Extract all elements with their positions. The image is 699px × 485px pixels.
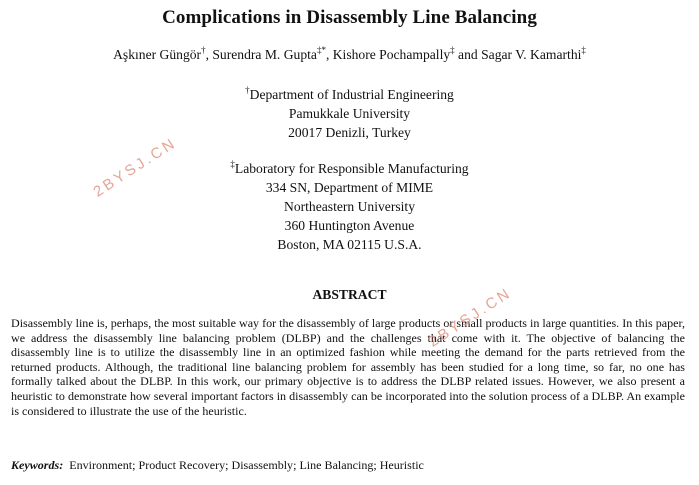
affiliation-line: 360 Huntington Avenue	[284, 218, 415, 233]
affiliation-industrial-engineering	[0, 85, 699, 142]
affiliation-mark: ‡	[230, 159, 235, 169]
affiliation-line: 20017 Denizli, Turkey	[288, 125, 411, 140]
affiliation-line	[0, 159, 699, 178]
keywords-colon: :	[59, 458, 64, 472]
affiliation-line: 334 SN, Department of MIME	[265, 180, 434, 195]
keywords-list: Environment; Product Recovery; Disassembly; Line Balancing; Heuristic	[69, 458, 424, 472]
author-mark: ‡	[581, 45, 586, 55]
author-mark: ‡	[450, 45, 455, 55]
author-list	[0, 47, 699, 63]
affiliation-line	[0, 85, 699, 104]
keywords-label: Keywords	[11, 458, 60, 472]
abstract-heading: ABSTRACT	[312, 287, 387, 302]
author-separator: ,	[205, 47, 213, 62]
paper-title: Complications in Disassembly Line Balancing	[162, 7, 537, 28]
affiliation-line: Pamukkale University	[288, 106, 411, 121]
affiliation-responsible-manufacturing	[0, 159, 699, 254]
keywords-line	[11, 458, 685, 473]
affiliation-line: Northeastern University	[284, 199, 415, 214]
watermark: 2BYSJ.CN	[90, 134, 180, 201]
author-mark: †	[201, 45, 206, 55]
author-separator: and	[454, 47, 482, 62]
author-separator: ,	[325, 47, 333, 62]
affiliation-mark: †	[245, 85, 250, 95]
abstract-body: Disassembly line is, perhaps, the most suitable way for the disassembly of large products or small products in large quantities. In this paper, we address the disassembly line balancing problem (DLBP) and the challenges that come with it. The objective of balancing the disassembly line is to utilize the disassembly line in an optimized fashion while meeting the demand for the parts retrieved from the returned products. Although, the traditional line balancing problem for assembly has been studied for a long time, so far, no one has formally talked about the DLBP. In this work, our primary objective is to address the DLBP related issues. However, we also present a heuristic to demonstrate how several important factors in disassembly can be incorporated into the solution process of a DLBP. An example is considered to illustrate the use of the heuristic.	[11, 316, 685, 418]
author-name: Kishore Pochampally	[332, 47, 451, 62]
author-name: Surendra M. Gupta	[212, 47, 317, 62]
affiliation-laboratory: Laboratory for Responsible Manufacturing	[234, 161, 469, 176]
author-name: Aşkıner Güngör	[113, 47, 202, 62]
author-mark: ‡*	[316, 45, 326, 55]
affiliation-line: Boston, MA 02115 U.S.A.	[277, 237, 422, 252]
affiliation-department: Department of Industrial Engineering	[249, 87, 454, 102]
watermark: 2BYSJ.CN	[425, 284, 515, 351]
author-name: Sagar V. Kamarthi	[481, 47, 582, 62]
